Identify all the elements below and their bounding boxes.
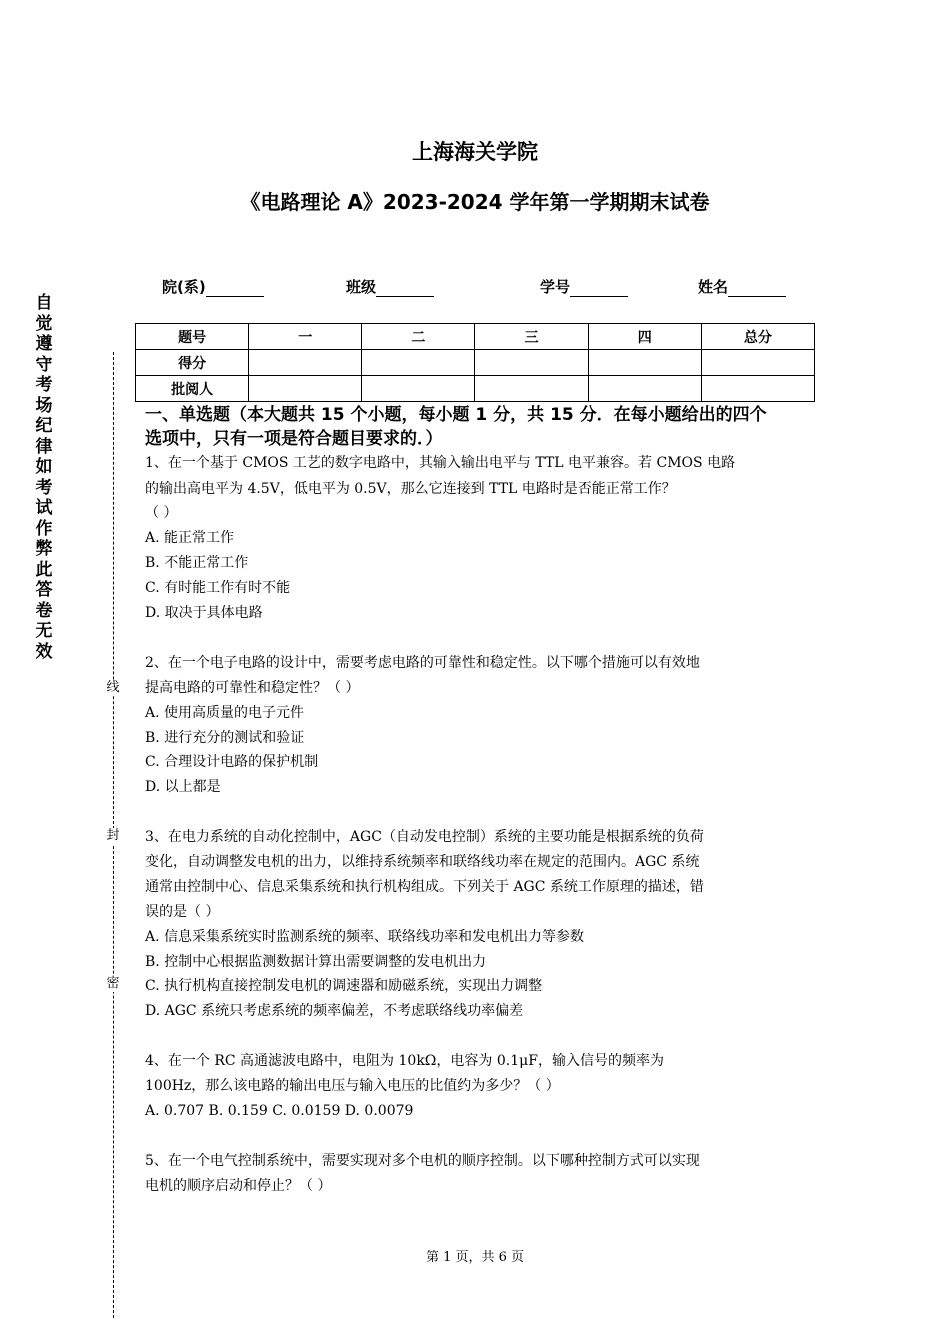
class-label: 班级: [346, 278, 377, 296]
grader-cell: [588, 376, 701, 402]
student-id-field: [540, 276, 628, 297]
question-3-stem-line: 通常由控制中心、信息采集系统和执行机构组成。下列关于 AGC 系统工作原理的描述，错: [145, 879, 704, 895]
name-label: 姓名: [698, 278, 729, 296]
section-1-header: [145, 403, 825, 451]
question-5-stem-line: 电机的顺序启动和停止？（ ）: [145, 1178, 332, 1194]
question-1-option: B. 不能正常工作: [145, 555, 249, 571]
question-2-option: B. 进行充分的测试和验证: [145, 730, 305, 746]
question-1-option: D. 取决于具体电路: [145, 605, 263, 621]
grader-cell: [475, 376, 588, 402]
score-row: [136, 350, 815, 376]
header-cell: 总分: [701, 324, 814, 350]
question-2-option: C. 合理设计电路的保护机制: [145, 754, 319, 770]
dept-field: [162, 276, 264, 297]
question-4-stem-line: 100Hz，那么该电路的输出电压与输入电压的比值约为多少？（ ）: [145, 1078, 560, 1094]
question-3-option: A. 信息采集系统实时监测系统的频率、联络线功率和发电机出力等参数: [145, 929, 585, 945]
question-2-stem-line: 2、在一个电子电路的设计中，需要考虑电路的可靠性和稳定性。以下哪个措施可以有效地: [145, 655, 700, 671]
question-4-options: A. 0.707 B. 0.159 C. 0.0159 D. 0.0079: [145, 1103, 414, 1119]
row-label: 得分: [136, 350, 249, 376]
class-blank: [376, 281, 434, 297]
grader-cell: [701, 376, 814, 402]
question-1-stem-line: 1、在一个基于 CMOS 工艺的数字电路中，其输入输出电平与 TTL 电平兼容。若 CMOS 电路: [145, 455, 736, 471]
score-cell: [701, 350, 814, 376]
student-id-label: 学号: [540, 278, 571, 296]
score-table-header-row: [136, 324, 815, 350]
class-field: [346, 276, 434, 297]
name-blank: [728, 281, 786, 297]
question-3-option: B. 控制中心根据监测数据计算出需要调整的发电机出力: [145, 954, 487, 970]
question-1-stem-line: 的输出高电平为 4.5V，低电平为 0.5V，那么它连接到 TTL 电路时是否能正常工作？: [145, 481, 676, 497]
dept-blank: [206, 281, 264, 297]
question-3-stem-line: 3、在电力系统的自动化控制中，AGC（自动发电控制）系统的主要功能是根据系统的负荷: [145, 829, 704, 845]
header-cell: 四: [588, 324, 701, 350]
page-number: 第 1 页，共 6 页: [425, 1250, 525, 1265]
question-2-option: D. 以上都是: [145, 779, 221, 795]
question-3-option: C. 执行机构直接控制发电机的调速器和励磁系统，实现出力调整: [145, 978, 543, 994]
student-id-blank: [570, 281, 628, 297]
question-2-option: A. 使用高质量的电子元件: [145, 705, 305, 721]
grader-row: [136, 376, 815, 402]
section-header-line: 一、单选题（本大题共 15 个小题，每小题 1 分，共 15 分．在每小题给出的四个: [145, 405, 767, 425]
dept-label: 院(系): [162, 278, 206, 296]
score-cell: [475, 350, 588, 376]
exam-discipline-notice: 自觉遵守考场纪律如考试作弊此答卷无效: [35, 293, 53, 662]
name-field: [698, 276, 786, 297]
header-cell: 题号: [136, 324, 249, 350]
score-table: [135, 323, 815, 402]
school-name: 上海海关学院: [412, 140, 538, 164]
grader-cell: [362, 376, 475, 402]
margin-label-xian: 线: [106, 680, 120, 695]
row-label: 批阅人: [136, 376, 249, 402]
exam-title: 《电路理论 A》2023-2024 学年第一学期期末试卷: [240, 190, 710, 214]
question-3-option: D. AGC 系统只考虑系统的频率偏差，不考虑联络线功率偏差: [145, 1003, 524, 1019]
score-cell: [249, 350, 362, 376]
header-cell: 二: [362, 324, 475, 350]
score-cell: [588, 350, 701, 376]
question-4-stem-line: 4、在一个 RC 高通滤波电路中，电阻为 10kΩ，电容为 0.1μF，输入信号的频率为: [145, 1053, 664, 1069]
question-1-option: A. 能正常工作: [145, 530, 235, 546]
grader-cell: [249, 376, 362, 402]
section-header-line: 选项中，只有一项是符合题目要求的．）: [145, 429, 443, 449]
question-1-option: C. 有时能工作有时不能: [145, 580, 291, 596]
margin-label-mi: 密: [106, 976, 120, 991]
margin-label-feng: 封: [106, 828, 120, 843]
question-1-stem-line: （ ）: [145, 505, 178, 521]
score-cell: [362, 350, 475, 376]
question-5-stem-line: 5、在一个电气控制系统中，需要实现对多个电机的顺序控制。以下哪种控制方式可以实现: [145, 1153, 700, 1169]
question-3-stem-line: 变化，自动调整发电机的出力，以维持系统频率和联络线功率在规定的范围内。AGC 系统: [145, 854, 700, 870]
header-cell: 一: [249, 324, 362, 350]
question-2-stem-line: 提高电路的可靠性和稳定性？（ ）: [145, 680, 360, 696]
question-3-stem-line: 误的是（ ）: [145, 904, 220, 920]
header-cell: 三: [475, 324, 588, 350]
